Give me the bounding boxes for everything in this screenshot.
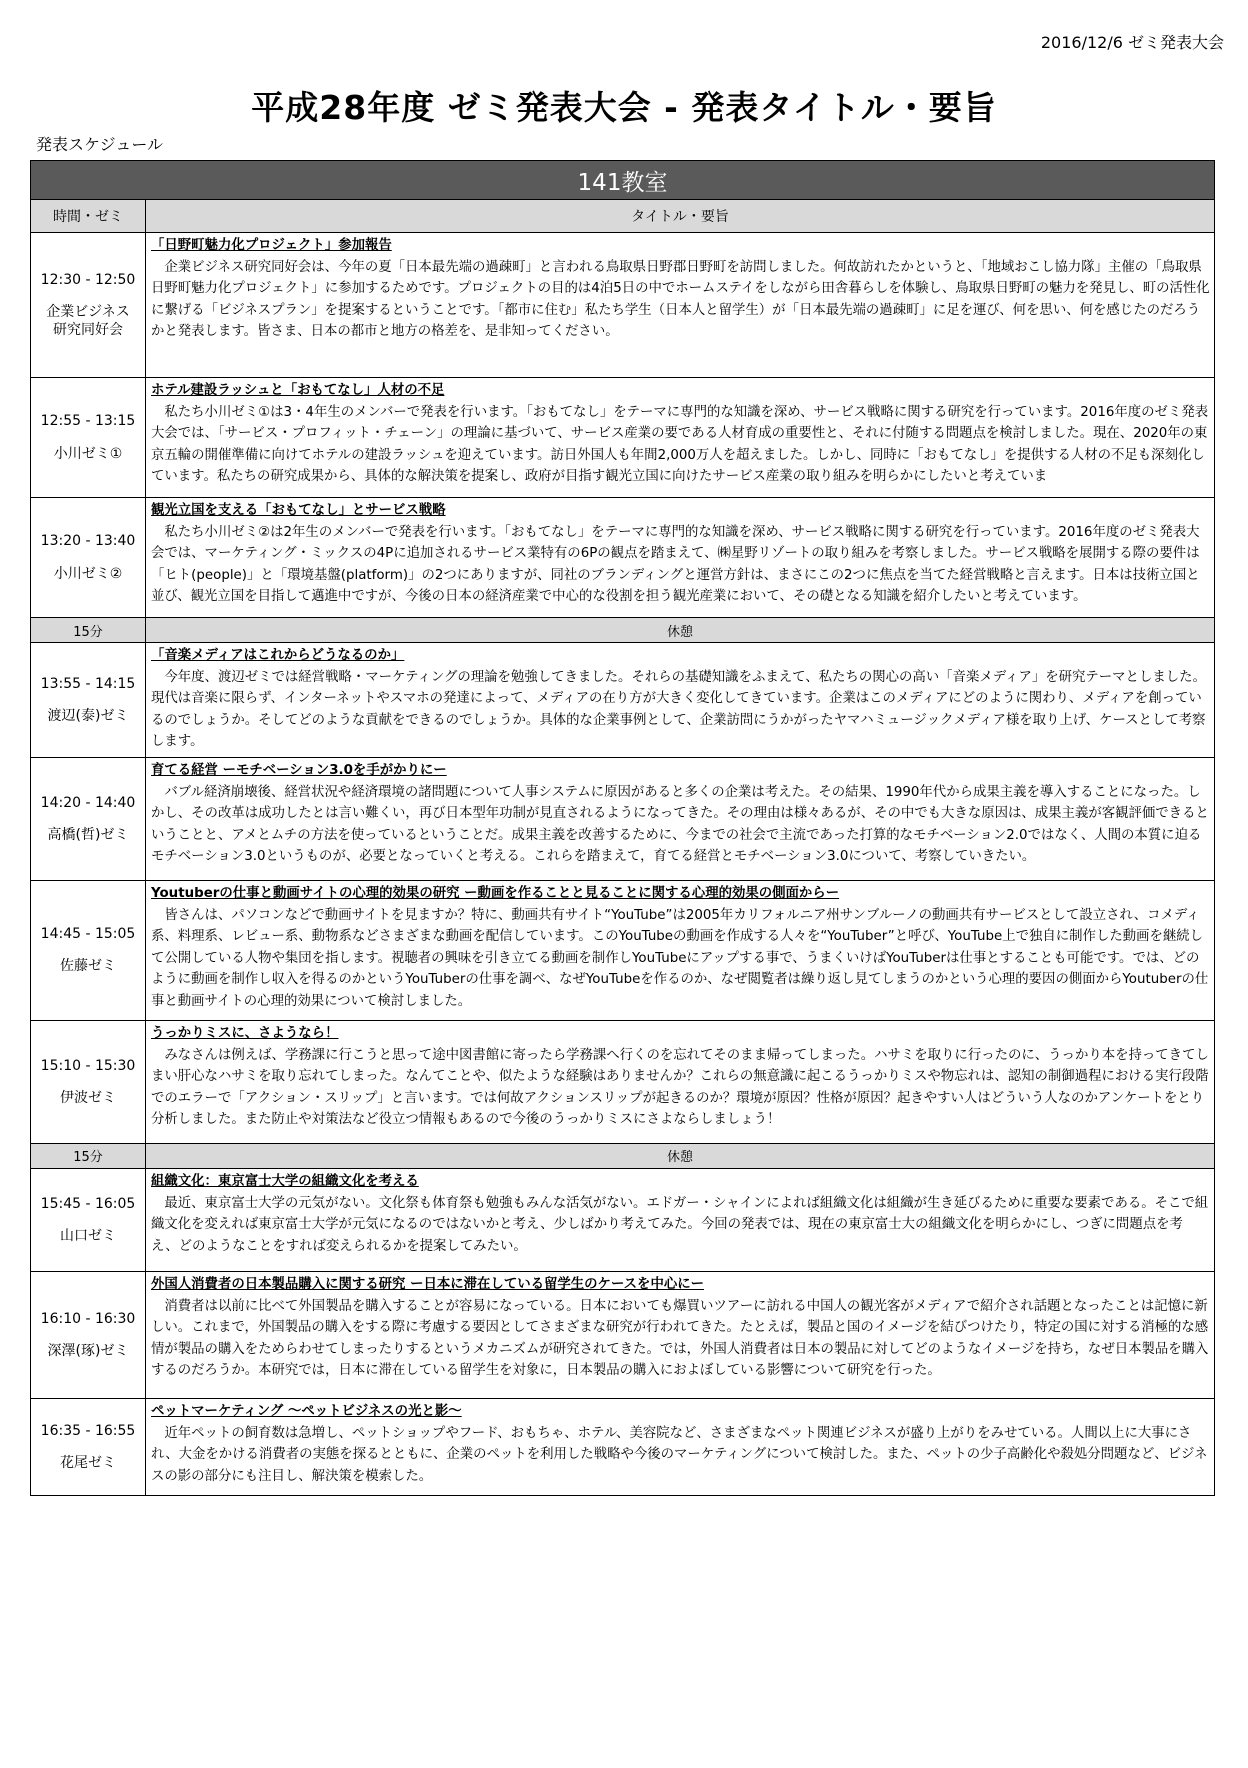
presentation-abstract: 私たち小川ゼミ②は2年生のメンバーで発表を行います。「おもてなし」をテーマに専門的な知識を深め、サービス戦略に関する研究を行っています。2016年度のゼミ発表大会では、マーケティング・ミックスの4Pに追加されるサービス業特有の6Pの観点を踏まえて、㈱星野リゾートの取り組みを考察しました。サービス戦略を展開する際の要件は「ヒト(people)」と「環境基盤(platform)」の2つにありますが、同社のブランディングと運営方針は、まさにこの2つに焦点を当てた経営戦略と言えます。日本は技術立国と並び、観光立国を目指して邁進中ですが、今後の日本の経済産業で中心的な役割を担う観光産業において、その礎となる知識を紹介したいと考えています。: [151, 524, 1200, 605]
presentation-title: Youtuberの仕事と動画サイトの心理的効果の研究 ー動画を作ることと見ることに関する心理的効果の側面からー: [151, 885, 840, 901]
time-cell: [31, 1020, 146, 1143]
time-slot: 13:55 - 14:15: [40, 675, 136, 692]
presentation-row: [31, 757, 1215, 880]
presentation-abstract: 今年度、渡辺ゼミでは経営戦略・マーケティングの理論を勉強してきました。それらの基礎知識をふまえて、私たちの関心の高い「音楽メディア」を研究テーマとしました。現代は音楽に限らず、インターネットやスマホの発達によって、メディアの在り方が大きく変化してきています。企業はこのメディアにどのように関わり、メディアを創っているのでしょうか。そしてどのような貢献をできるのでしょうか。具体的な企業事例として、企業訪問にうかがったヤマハミュージックメディア様を取り上げ、ケースとして考察します。: [151, 669, 1206, 750]
schedule-table: [30, 160, 1215, 1496]
presentation-abstract: バブル経済崩壊後、経営状況や経済環境の諸問題について人事システムに原因があると多くの企業は考えた。その結果、1990年代から成果主義を導入することになった。しかし、その改革は成功したとは言い難くい，再び日本型年功制が見直されるようになってきた。その理由は様々あるが、その中でも大きな原因は、成果主義が客観評価できるということと、アメとムチの方法を使っているということだ。成果主義を改善するために、今までの社会で主流であった打算的なモチベーション2.0ではなく、人間の本質に迫るモチベーション3.0というものが、必要となっていくと考える。これらを踏まえて，育てる経営とモチベーション3.0について、考察していきたい。: [151, 784, 1209, 865]
time-cell: [31, 880, 146, 1020]
time-cell: [31, 378, 146, 498]
presentation-title: 「日野町魅力化プロジェクト」参加報告: [151, 238, 392, 253]
presentation-row: [31, 378, 1215, 498]
seminar-name: 花尾ゼミ: [60, 1454, 116, 1471]
col-header-time: 時間・ゼミ: [31, 200, 146, 233]
seminar-name: 伊波ゼミ: [60, 1089, 116, 1106]
seminar-name: 佐藤ゼミ: [60, 958, 116, 975]
time-slot: 14:20 - 14:40: [40, 794, 136, 811]
presentation-title: 「音楽メディアはこれからどうなるのか」: [151, 648, 405, 663]
schedule-label: 発表スケジュール: [36, 135, 164, 154]
presentation-title: ペットマーケティング ～ペットビジネスの光と影～: [151, 1403, 462, 1419]
column-header-row: [31, 200, 1215, 233]
presentation-title: ホテル建設ラッシュと「おもてなし」人材の不足: [151, 383, 445, 398]
description-cell: [146, 378, 1215, 498]
description-cell: [146, 757, 1215, 880]
seminar-name: 深澤(琢)ゼミ: [47, 1342, 129, 1359]
presentation-title: 外国人消費者の日本製品購入に関する研究 ー日本に滞在している留学生のケースを中心にー: [151, 1276, 705, 1292]
break-duration: 15分: [31, 1143, 146, 1168]
seminar-name: 小川ゼミ②: [53, 565, 123, 582]
time-cell: [31, 498, 146, 618]
presentation-row: [31, 1398, 1215, 1495]
break-row: [31, 618, 1215, 643]
presentation-row: [31, 498, 1215, 618]
presentation-abstract: 最近、東京富士大学の元気がない。文化祭も体育祭も勉強もみんな活気がない。エドガー・シャインによれば組織文化は組織が生き延びるために重要な要素である。そこで組織文化を変えれば東京富士大学が元気になるのではないかと考え、少しばかり考えてみた。今回の発表では、現在の東京富士大の組織文化を明らかにし、つぎに問題点を考え、どのようなことをすれば変えられるかを提案してみたい。: [151, 1195, 1209, 1254]
presentation-row: [31, 1168, 1215, 1271]
room-name: 141教室: [31, 161, 1215, 200]
time-slot: 12:55 - 13:15: [40, 413, 136, 430]
seminar-name: 高橋(哲)ゼミ: [47, 826, 129, 843]
time-slot: 12:30 - 12:50: [40, 271, 136, 288]
seminar-name: 小川ゼミ①: [53, 445, 123, 462]
break-label: 休憩: [146, 618, 1215, 643]
break-row: [31, 1143, 1215, 1168]
presentation-title: うっかりミスに、さようなら！: [151, 1025, 339, 1041]
presentation-abstract: みなさんは例えば、学務課に行こうと思って途中図書館に寄ったら学務課へ行くのを忘れてそのまま帰ってしまった。ハサミを取りに行ったのに、うっかり本を持ってきてしまい肝心なハサミを取り忘れてしまった。なんてことや、似たような経験はありませんか？これらの無意識に起こるうっかりミスや物忘れは、認知の制御過程における実行段階でのエラーで「アクション・スリップ」と言います。では何故アクションスリップが起きるのか？環境が原因？性格が原因？起きやすい人はどういう人なのかアンケートをとり分析しました。また防止や対策法など役立つ情報もあるので今後のうっかりミスにさよならしましょう！: [151, 1047, 1209, 1128]
time-slot: 14:45 - 15:05: [40, 926, 136, 943]
seminar-name: 山口ゼミ: [60, 1227, 116, 1244]
date-header: 2016/12/6 ゼミ発表大会: [1040, 33, 1224, 52]
break-duration: 15分: [31, 618, 146, 643]
time-slot: 15:45 - 16:05: [40, 1195, 136, 1212]
description-cell: [146, 1398, 1215, 1495]
description-cell: [146, 1020, 1215, 1143]
time-cell: [31, 757, 146, 880]
presentation-row: [31, 233, 1215, 378]
presentation-title: 組織文化：東京富士大学の組織文化を考える: [151, 1173, 419, 1189]
time-cell: [31, 1168, 146, 1271]
col-header-title: タイトル・要旨: [146, 200, 1215, 233]
break-label: 休憩: [146, 1143, 1215, 1168]
presentation-row: [31, 1271, 1215, 1398]
time-slot: 16:35 - 16:55: [40, 1422, 136, 1439]
presentation-abstract: 消費者は以前に比べて外国製品を購入することが容易になっている。日本においても爆買いツアーに訪れる中国人の観光客がメディアで紹介され話題となったことは記憶に新しい。これまで，外国製品の購入をする際に考慮する要因としてさまざまな研究が行われてきた。たとえば，製品と国のイメージを結びつけたり，特定の国に対する消極的な感情が製品の購入をためらわせてしまったりするというメカニズムが研究されてきた。では，外国人消費者は日本の製品に対してどのようなイメージを持ち，なぜ日本製品を購入するのだろうか。本研究では，日本に滞在している留学生を対象に，日本製品の購入におよぼしている影響について研究を行った。: [151, 1298, 1209, 1379]
seminar-name: 企業ビジネス 研究同好会: [46, 303, 130, 339]
presentation-abstract: 企業ビジネス研究同好会は、今年の夏「日本最先端の過疎町」と言われる鳥取県日野郡日野町を訪問しました。何故訪れたかというと、「地域おこし協力隊」主催の「鳥取県日野町魅力化プロジェクト」に参加するためです。プロジェクトの目的は4泊5日の中でホームステイをしながら田舎暮らしを体験し、鳥取県日野町の魅力を発見し、町の活性化に繋げる「ビジネスプラン」を提案するということです。「都市に住む」私たち学生（日本人と留学生）が「日本最先端の過疎町」に足を運び、何を思い、何を感じたのだろうかと発表します。皆さま、日本の都市と地方の格差を、是非知ってください。: [151, 259, 1210, 340]
description-cell: [146, 880, 1215, 1020]
description-cell: [146, 1168, 1215, 1271]
time-cell: [31, 1271, 146, 1398]
time-cell: [31, 1398, 146, 1495]
presentation-title: 育てる経営 ーモチベーション3.0を手がかりにー: [151, 762, 447, 778]
seminar-name: 渡辺(泰)ゼミ: [47, 707, 129, 724]
time-cell: [31, 643, 146, 758]
time-slot: 15:10 - 15:30: [40, 1057, 136, 1074]
presentation-abstract: 皆さんは、パソコンなどで動画サイトを見ますか？特に、動画共有サイト“YouTube”は2005年カリフォルニア州サンブルーノの動画共有サービスとして設立され、コメディ系、料理系、レビュー系、動物系などさまざまな動画を配信しています。このYouTubeの動画を作成する人々を“YouTuber”と呼び、YouTube上で独自に制作した動画を継続して公開している人物や集団を指します。視聴者の興味を引き立てる動画を制作しYouTubeにアップする事で、うまくいけばYouTuberは仕事とすることも可能です。では、どのように動画を制作し収入を得るのかというYouTuberの仕事を調べ、なぜYouTubeを作るのか、なぜ閲覧者は繰り返し見てしまうのかという心理的要因の側面からYoutuberの仕事と動画サイトの心理的効果について検討しました。: [151, 907, 1209, 1009]
time-slot: 13:20 - 13:40: [40, 533, 136, 550]
description-cell: [146, 1271, 1215, 1398]
presentation-abstract: 私たち小川ゼミ①は3・4年生のメンバーで発表を行います。「おもてなし」をテーマに専門的な知識を深め、サービス戦略に関する研究を行っています。2016年度のゼミ発表大会では、「サービス・プロフィット・チェーン」の理論に基づいて、サービス産業の要である人材育成の重要性と、それに付随する問題点を検討しました。現在、2020年の東京五輪の開催準備に向けてホテルの建設ラッシュを迎えています。訪日外国人も年間2,000万人を超えました。しかし、同時に「おもてなし」を提供する人材の不足も深刻化しています。私たちの研究成果から、具体的な解決策を提案し、政府が目指す観光立国に向けたサービス産業の取り組みを明らかにしたいと考えていま: [151, 404, 1209, 485]
description-cell: [146, 233, 1215, 378]
description-cell: [146, 643, 1215, 758]
presentation-abstract: 近年ペットの飼育数は急増し、ペットショップやフード、おもちゃ、ホテル、美容院など、さまざまなペット関連ビジネスが盛り上がりをみせている。人間以上に大事にされ、大金をかける消費者の実態を探るとともに、企業のペットを利用した戦略や今後のマーケティングについて検討した。また、ペットの少子高齢化や殺処分問題など、ビジネスの影の部分にも注目し、解決策を模索した。: [151, 1425, 1208, 1484]
presentation-row: [31, 1020, 1215, 1143]
room-header-row: [31, 161, 1215, 200]
time-cell: [31, 233, 146, 378]
presentation-title: 観光立国を支える「おもてなし」とサービス戦略: [151, 503, 446, 518]
time-slot: 16:10 - 16:30: [40, 1310, 136, 1327]
document-title: 平成28年度 ゼミ発表大会 - 発表タイトル・要旨: [251, 88, 997, 127]
presentation-row: [31, 643, 1215, 758]
presentation-row: [31, 880, 1215, 1020]
description-cell: [146, 498, 1215, 618]
